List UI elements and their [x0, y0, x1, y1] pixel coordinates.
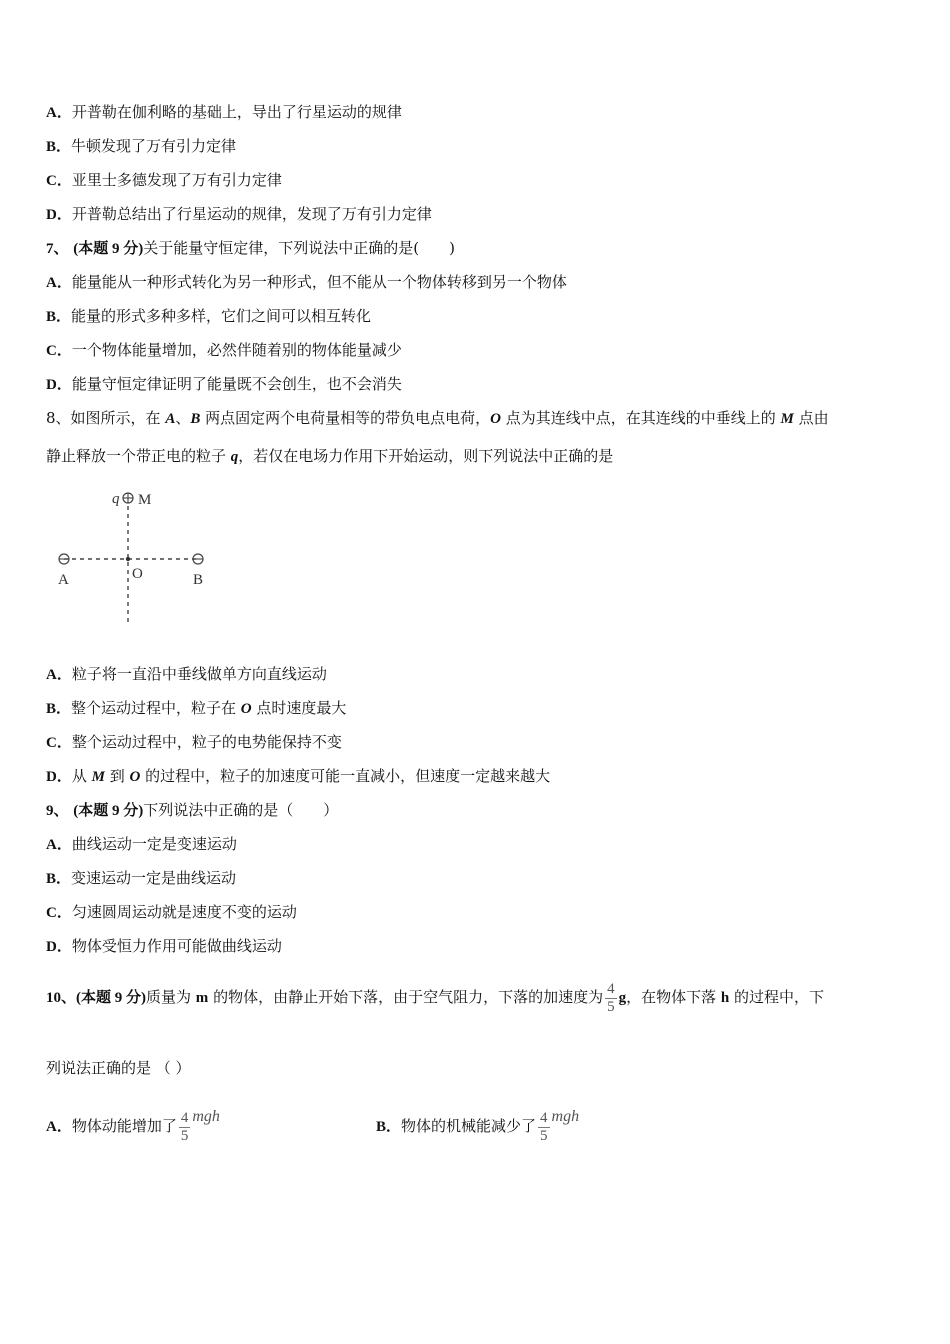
q6-option-b: B．牛顿发现了万有引力定律: [46, 137, 237, 155]
q10-option-a-fraction: $\frac{4}{5}$: [180, 1109, 189, 1144]
figure-label-m: M: [138, 492, 152, 508]
q8-option-c: C．整个运动过程中，粒子的电势能保持不变: [46, 733, 342, 751]
q10-option-b: B．物体的机械能减少了 $\frac{4}{5}$ mgh: [376, 1108, 580, 1144]
q7-option-a: A．能量能从一种形式转化为另一种形式，但不能从一个物体转移到另一个物体: [46, 273, 567, 291]
q6-option-c: C．亚里士多德发现了万有引力定律: [46, 171, 282, 189]
figure-label-a: A: [58, 572, 69, 588]
q10-option-a: A．物体动能增加了 $\frac{4}{5}$ mgh: [46, 1108, 220, 1144]
q7-stem: 7、 (本题 9 分)关于能量守恒定律，下列说法中正确的是( ): [46, 239, 456, 257]
q9-stem: 9、 (本题 9 分)下列说法中正确的是（ ）: [46, 801, 339, 819]
q8-option-d: D．从 M 到 O 的过程中，粒子的加速度可能一直减小，但速度一定越来越大: [46, 767, 551, 785]
q8-option-b: B．整个运动过程中，粒子在 O 点时速度最大: [46, 699, 347, 717]
q6-option-d: D．开普勒总结出了行星运动的规律，发现了万有引力定律: [46, 205, 432, 223]
q10-stem-line1: 10、(本题 9 分)质量为 m 的物体，由静止开始下落，由于空气阻力，下落的加速度为 $\frac{4}{5}$ g，在物体下落 h 的过程中，下: [46, 980, 824, 1015]
q10-stem-line2: 列说法正确的是 （ ）: [46, 1059, 191, 1077]
figure-label-o: O: [132, 566, 143, 582]
q8-option-a: A．粒子将一直沿中垂线做单方向直线运动: [46, 665, 327, 683]
q8-figure: [50, 484, 230, 634]
q9-option-d: D．物体受恒力作用可能做曲线运动: [46, 937, 282, 955]
q8-stem-line2: 静止释放一个带正电的粒子 q，若仅在电场力作用下开始运动，则下列说法中正确的是: [46, 447, 614, 465]
q10-option-b-fraction: $\frac{4}{5}$: [540, 1109, 548, 1144]
figure-label-b: B: [193, 572, 204, 588]
q9-option-a: A．曲线运动一定是变速运动: [46, 835, 237, 853]
figure-label-q: q: [112, 491, 120, 507]
q8-stem-line1: 8、如图所示，在 A、B 两点固定两个电荷量相等的带负电点电荷，O 点为其连线中点，在其连线的中垂线上的 M 点由: [46, 409, 829, 427]
point-o-dot: [126, 557, 130, 561]
q7-option-c: C．一个物体能量增加，必然伴随着别的物体能量减少: [46, 341, 402, 359]
q7-option-b: B．能量的形式多种多样，它们之间可以相互转化: [46, 307, 372, 325]
q10-fraction: $\frac{4}{5}$: [607, 980, 615, 1015]
q9-option-b: B．变速运动一定是曲线运动: [46, 869, 237, 887]
q7-option-d: D．能量守恒定律证明了能量既不会创生，也不会消失: [46, 375, 402, 393]
q6-option-a: A．开普勒在伽利略的基础上，导出了行星运动的规律: [46, 103, 402, 121]
q9-option-c: C．匀速圆周运动就是速度不变的运动: [46, 903, 297, 921]
